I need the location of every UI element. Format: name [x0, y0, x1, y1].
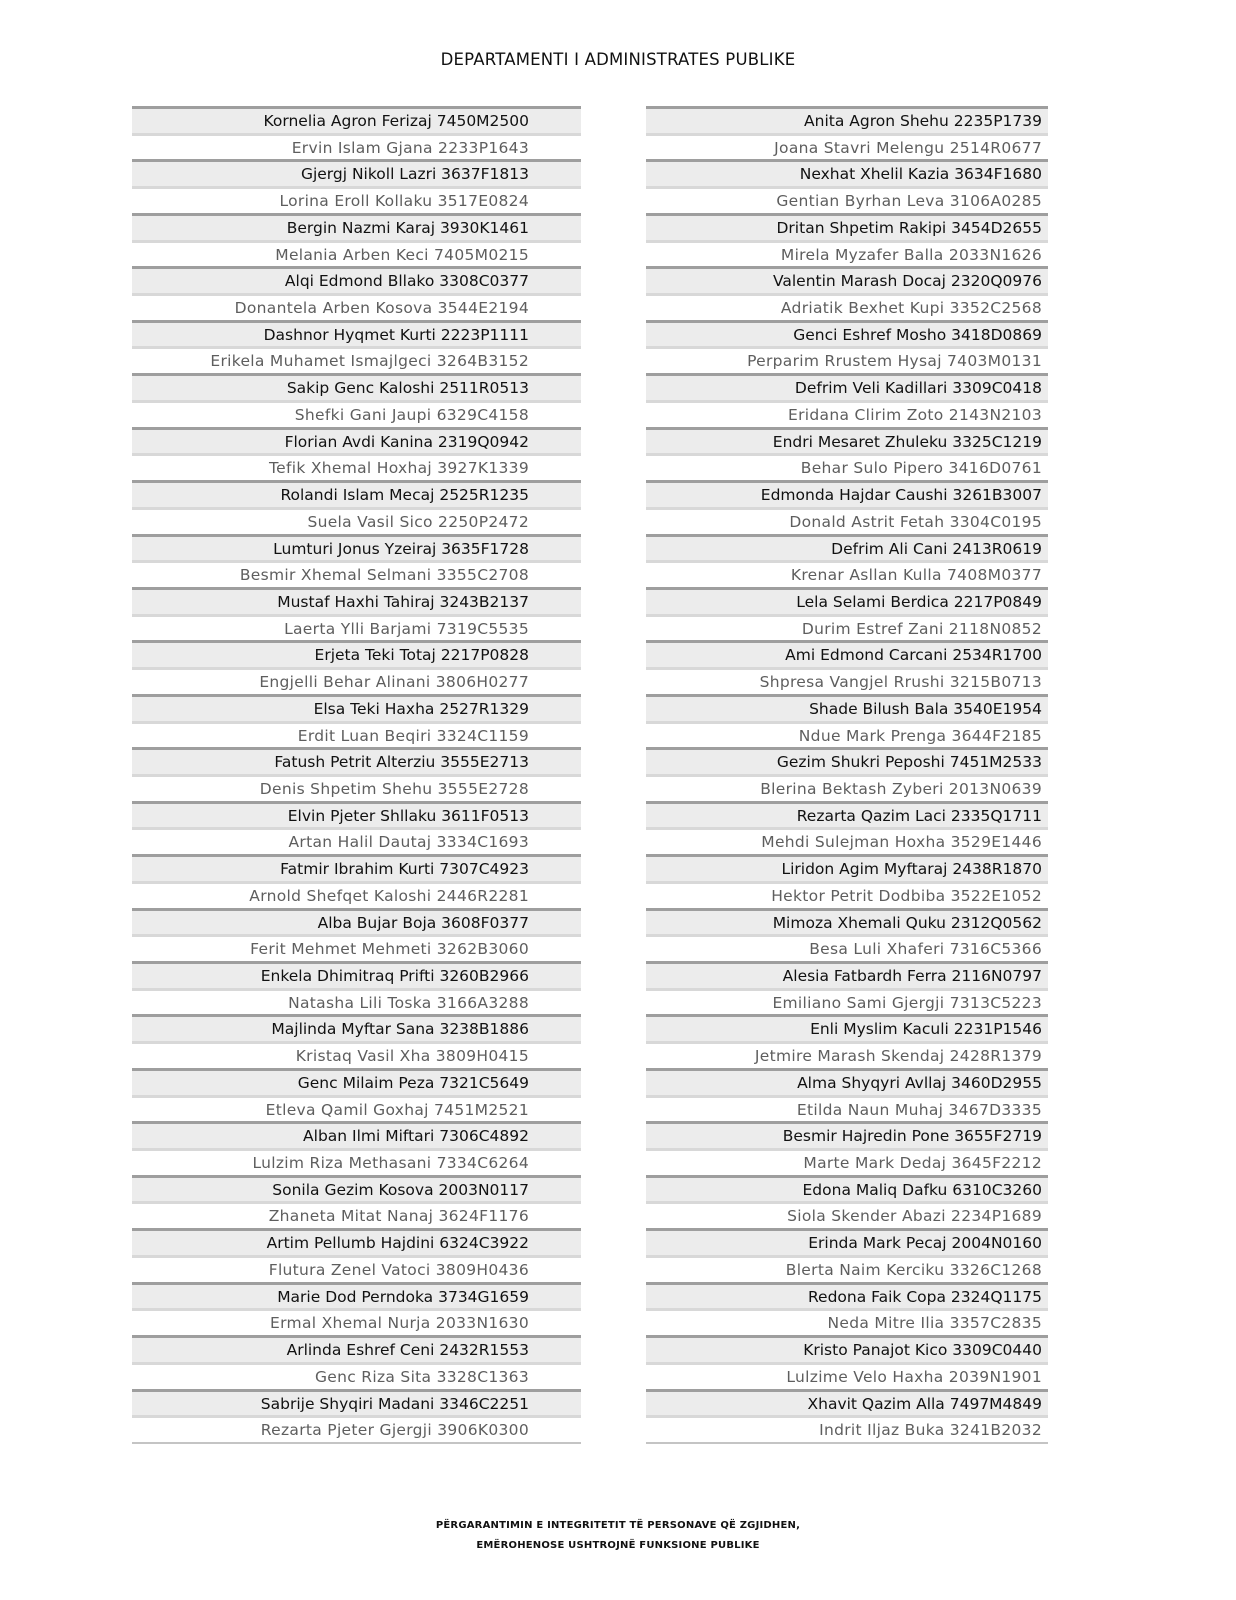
list-item: Mustaf Haxhi Tahiraj 3243B2137: [132, 587, 581, 614]
list-item: Arlinda Eshref Ceni 2432R1553: [132, 1335, 581, 1362]
list-item: Rolandi Islam Mecaj 2525R1235: [132, 480, 581, 507]
list-item: Lela Selami Berdica 2217P0849: [646, 587, 1048, 614]
right-name-list: [646, 106, 1048, 1444]
footer: [0, 1516, 1236, 1556]
list-item: Elsa Teki Haxha 2527R1329: [132, 694, 581, 721]
list-item: Valentin Marash Docaj 2320Q0976: [646, 266, 1048, 293]
list-item: Lumturi Jonus Yzeiraj 3635F1728: [132, 534, 581, 561]
list-item: Shefki Gani Jaupi 6329C4158: [132, 400, 581, 427]
list-item: Genci Eshref Mosho 3418D0869: [646, 320, 1048, 347]
list-item: Marte Mark Dedaj 3645F2212: [646, 1148, 1048, 1175]
list-item: Kristaq Vasil Xha 3809H0415: [132, 1041, 581, 1068]
list-item: Genc Milaim Peza 7321C5649: [132, 1068, 581, 1095]
list-item: Besmir Xhemal Selmani 3355C2708: [132, 560, 581, 587]
list-item: Mirela Myzafer Balla 2033N1626: [646, 240, 1048, 267]
list-item: Gjergj Nikoll Lazri 3637F1813: [132, 159, 581, 186]
list-item: Genc Riza Sita 3328C1363: [132, 1362, 581, 1389]
list-item: Laerta Ylli Barjami 7319C5535: [132, 614, 581, 641]
list-item: Melania Arben Keci 7405M0215: [132, 240, 581, 267]
list-item: Etilda Naun Muhaj 3467D3335: [646, 1095, 1048, 1122]
list-item: Tefik Xhemal Hoxhaj 3927K1339: [132, 453, 581, 480]
list-item: Ermal Xhemal Nurja 2033N1630: [132, 1308, 581, 1335]
list-item: Defrim Veli Kadillari 3309C0418: [646, 373, 1048, 400]
list-item: Rezarta Pjeter Gjergji 3906K0300: [132, 1415, 581, 1442]
list-item: Suela Vasil Sico 2250P2472: [132, 507, 581, 534]
list-item: Indrit Iljaz Buka 3241B2032: [646, 1415, 1048, 1442]
list-item: Blerina Bektash Zyberi 2013N0639: [646, 774, 1048, 801]
list-item: Lorina Eroll Kollaku 3517E0824: [132, 186, 581, 213]
footer-line-2: EMËROHENOSE USHTROJNË FUNKSIONE PUBLIKE: [476, 1540, 760, 1551]
list-item: Ami Edmond Carcani 2534R1700: [646, 640, 1048, 667]
list-item: Alba Bujar Boja 3608F0377: [132, 908, 581, 935]
list-item: Alesia Fatbardh Ferra 2116N0797: [646, 961, 1048, 988]
list-item: Donantela Arben Kosova 3544E2194: [132, 293, 581, 320]
list-item: Majlinda Myftar Sana 3238B1886: [132, 1014, 581, 1041]
list-item: Jetmire Marash Skendaj 2428R1379: [646, 1041, 1048, 1068]
list-item: Florian Avdi Kanina 2319Q0942: [132, 427, 581, 454]
list-item: Neda Mitre Ilia 3357C2835: [646, 1308, 1048, 1335]
list-item: Dritan Shpetim Rakipi 3454D2655: [646, 213, 1048, 240]
list-item: Edona Maliq Dafku 6310C3260: [646, 1175, 1048, 1202]
list-item: Edmonda Hajdar Caushi 3261B3007: [646, 480, 1048, 507]
list-item: Kornelia Agron Ferizaj 7450M2500: [132, 106, 581, 133]
list-item: Erinda Mark Pecaj 2004N0160: [646, 1228, 1048, 1255]
list-item: Artim Pellumb Hajdini 6324C3922: [132, 1228, 581, 1255]
list-item: Shpresa Vangjel Rrushi 3215B0713: [646, 667, 1048, 694]
list-item: Enkela Dhimitraq Prifti 3260B2966: [132, 961, 581, 988]
list-item: Ndue Mark Prenga 3644F2185: [646, 721, 1048, 748]
list-item: Redona Faik Copa 2324Q1175: [646, 1282, 1048, 1309]
list-item: Besmir Hajredin Pone 3655F2719: [646, 1121, 1048, 1148]
list-item: Sonila Gezim Kosova 2003N0117: [132, 1175, 581, 1202]
list-item: Defrim Ali Cani 2413R0619: [646, 534, 1048, 561]
list-item: Endri Mesaret Zhuleku 3325C1219: [646, 427, 1048, 454]
list-item: Krenar Asllan Kulla 7408M0377: [646, 560, 1048, 587]
list-item: Arnold Shefqet Kaloshi 2446R2281: [132, 881, 581, 908]
list-item: Ervin Islam Gjana 2233P1643: [132, 133, 581, 160]
list-item: Erjeta Teki Totaj 2217P0828: [132, 640, 581, 667]
list-item: Lulzim Riza Methasani 7334C6264: [132, 1148, 581, 1175]
list-item: Liridon Agim Myftaraj 2438R1870: [646, 854, 1048, 881]
list-item: Fatmir Ibrahim Kurti 7307C4923: [132, 854, 581, 881]
list-item: Denis Shpetim Shehu 3555E2728: [132, 774, 581, 801]
list-item: Natasha Lili Toska 3166A3288: [132, 988, 581, 1015]
list-item: Sabrije Shyqiri Madani 3346C2251: [132, 1389, 581, 1416]
list-item: Blerta Naim Kerciku 3326C1268: [646, 1255, 1048, 1282]
list-item: Etleva Qamil Goxhaj 7451M2521: [132, 1095, 581, 1122]
list-item: Siola Skender Abazi 2234P1689: [646, 1201, 1048, 1228]
list-item: Behar Sulo Pipero 3416D0761: [646, 453, 1048, 480]
list-item: Alqi Edmond Bllako 3308C0377: [132, 266, 581, 293]
list-item: Perparim Rrustem Hysaj 7403M0131: [646, 346, 1048, 373]
list-item: Anita Agron Shehu 2235P1739: [646, 106, 1048, 133]
list-item: Flutura Zenel Vatoci 3809H0436: [132, 1255, 581, 1282]
list-item: Erdit Luan Beqiri 3324C1159: [132, 721, 581, 748]
list-item: Zhaneta Mitat Nanaj 3624F1176: [132, 1201, 581, 1228]
list-item: Dashnor Hyqmet Kurti 2223P1111: [132, 320, 581, 347]
list-item: Mimoza Xhemali Quku 2312Q0562: [646, 908, 1048, 935]
list-item: Xhavit Qazim Alla 7497M4849: [646, 1389, 1048, 1416]
list-item: Alma Shyqyri Avllaj 3460D2955: [646, 1068, 1048, 1095]
list-item: Marie Dod Perndoka 3734G1659: [132, 1282, 581, 1309]
list-item: Sakip Genc Kaloshi 2511R0513: [132, 373, 581, 400]
list-item: Donald Astrit Fetah 3304C0195: [646, 507, 1048, 534]
list-item: Kristo Panajot Kico 3309C0440: [646, 1335, 1048, 1362]
list-item: Hektor Petrit Dodbiba 3522E1052: [646, 881, 1048, 908]
list-item: Engjelli Behar Alinani 3806H0277: [132, 667, 581, 694]
list-item: Fatush Petrit Alterziu 3555E2713: [132, 747, 581, 774]
list-item: Mehdi Sulejman Hoxha 3529E1446: [646, 827, 1048, 854]
list-item: Durim Estref Zani 2118N0852: [646, 614, 1048, 641]
list-item: Gezim Shukri Peposhi 7451M2533: [646, 747, 1048, 774]
list-item: Gentian Byrhan Leva 3106A0285: [646, 186, 1048, 213]
list-item: Shade Bilush Bala 3540E1954: [646, 694, 1048, 721]
page-title: DEPARTAMENTI I ADMINISTRATES PUBLIKE: [440, 50, 796, 69]
list-item: Erikela Muhamet Ismajlgeci 3264B3152: [132, 346, 581, 373]
list-item: Alban Ilmi Miftari 7306C4892: [132, 1121, 581, 1148]
list-item: Eridana Clirim Zoto 2143N2103: [646, 400, 1048, 427]
list-item: Besa Luli Xhaferi 7316C5366: [646, 934, 1048, 961]
list-item: Enli Myslim Kaculi 2231P1546: [646, 1014, 1048, 1041]
list-item: Joana Stavri Melengu 2514R0677: [646, 133, 1048, 160]
left-name-list: [132, 106, 581, 1444]
list-item: Elvin Pjeter Shllaku 3611F0513: [132, 801, 581, 828]
list-item: Adriatik Bexhet Kupi 3352C2568: [646, 293, 1048, 320]
list-item: Rezarta Qazim Laci 2335Q1711: [646, 801, 1048, 828]
list-item: Emiliano Sami Gjergji 7313C5223: [646, 988, 1048, 1015]
footer-line-1: PËRGARANTIMIN E INTEGRITETIT TË PERSONAVE QË ZGJIDHEN,: [435, 1520, 801, 1531]
list-item: Nexhat Xhelil Kazia 3634F1680: [646, 159, 1048, 186]
list-item: Bergin Nazmi Karaj 3930K1461: [132, 213, 581, 240]
list-item: Ferit Mehmet Mehmeti 3262B3060: [132, 934, 581, 961]
list-item: Lulzime Velo Haxha 2039N1901: [646, 1362, 1048, 1389]
list-item: Artan Halil Dautaj 3334C1693: [132, 827, 581, 854]
